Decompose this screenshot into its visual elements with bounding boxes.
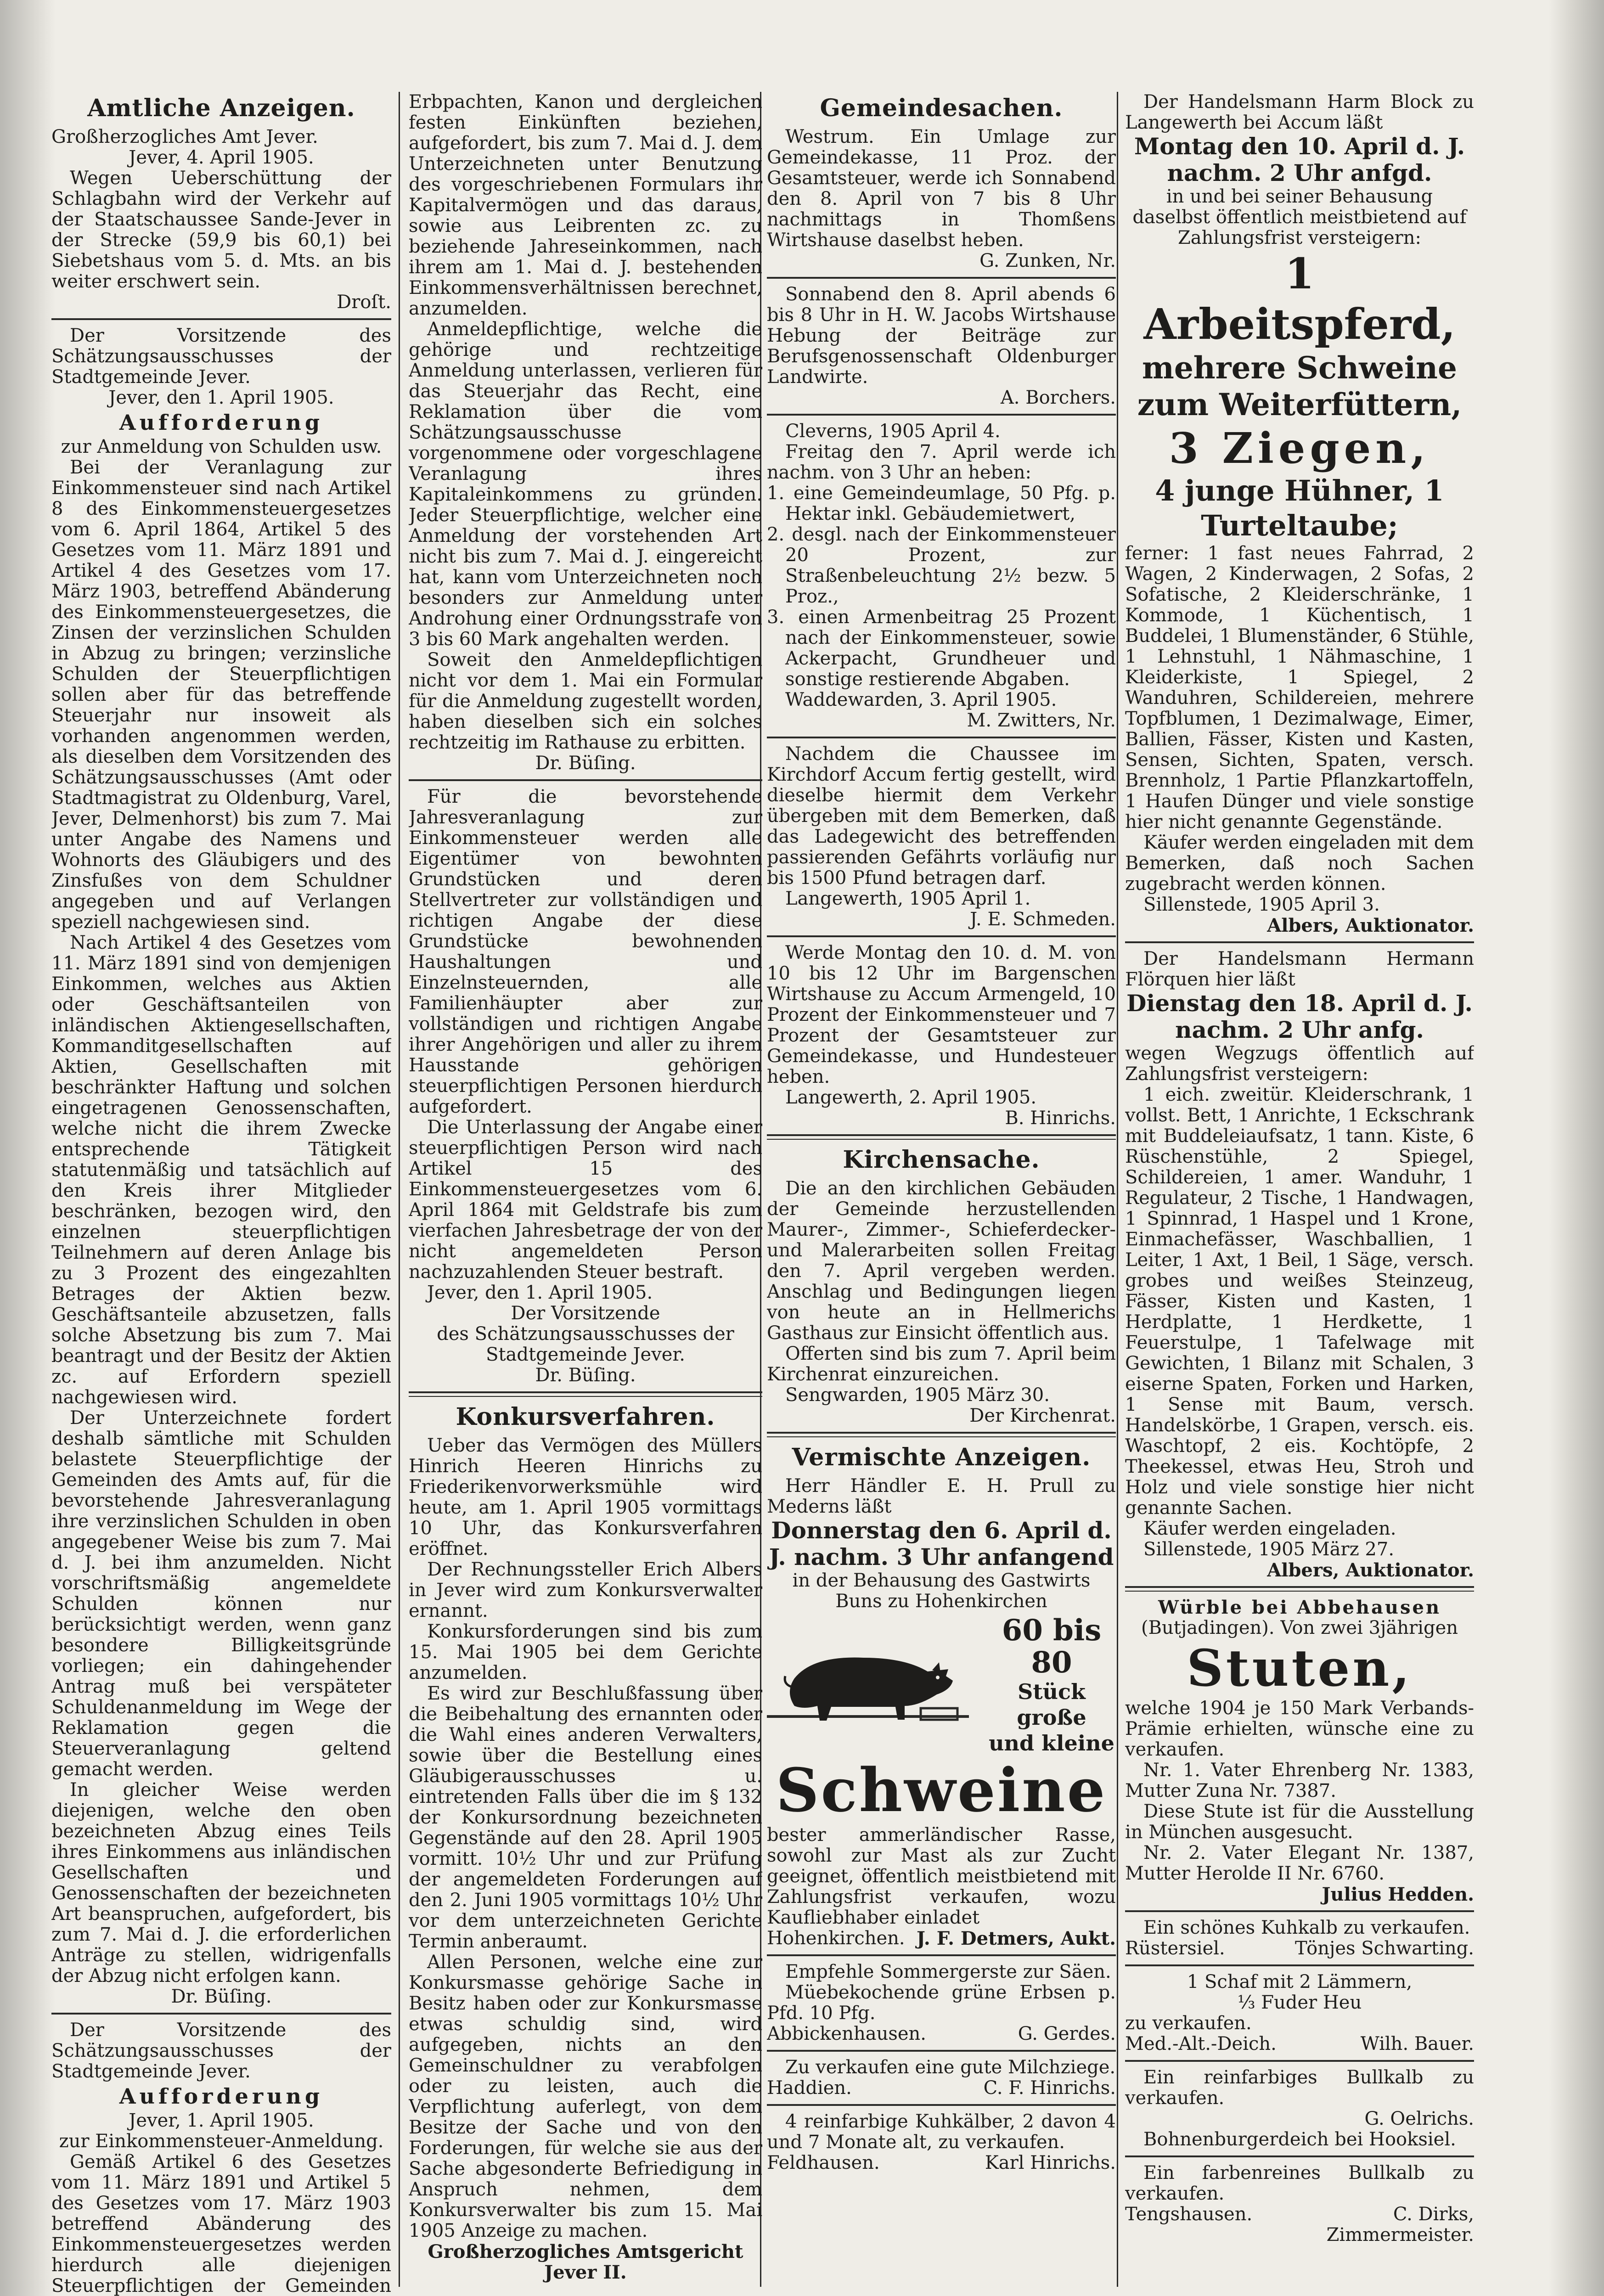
notice-text: wegen Wegzugs öffentlich auf Zahlungsfrist versteigern: [1125, 1043, 1474, 1085]
notice-signature: J. E. Schmeden. [970, 909, 1116, 930]
pig-size: und kleine [989, 1731, 1114, 1756]
separator [767, 1954, 1116, 1956]
notice-date: Langewerth, 1905 April 1. [785, 888, 1031, 909]
notice-text: Ein reinfarbiges Bullkalb zu verkaufen. [1125, 2067, 1474, 2109]
notice-text: Soweit den Anmeldepflichtigen nicht vor dem 1. Mai ein Formular für die Anmeldung zugestellt worden, haben dieselben sich ein solches rechtzeitig im Rathause zu erbitten. [409, 649, 762, 753]
signature-row [767, 2153, 1116, 2173]
notice-text: Offerten sind bis zum 7. April beim Kirchenrat einzureichen. [767, 1343, 1116, 1385]
column-1 [51, 92, 391, 2296]
auction-date: Montag den 10. April d. J. nachm. 2 Uhr anfgd. [1134, 133, 1465, 186]
notice-text: Werde Montag den 10. d. M. von 10 bis 12 Uhr im Bargenschen Wirtshause zu Accum Armengeld, 10 Prozent der Einkommensteuer und 7 Prozent der Gesamtsteuer zur Gemeindekasse, und Hundesteuer heben. [767, 942, 1116, 1087]
section-heading: Amtliche Anzeigen. [87, 94, 355, 122]
notice-text: Nach Artikel 4 des Gesetzes vom 11. März 1891 sind von demjenigen Einkommen, welches aus Aktien oder Geschäftsanteilen von inländischen Aktiengesellschaften, Kommanditgesellschaften auf Aktien, Gesellschaften mit beschränkter Haftung und solchen eingetragenen Genossenschaften, welche nicht die ihrem Zwecke entsprechende Tätigkeit statutenmäßig und tatsächlich auf den Kreis ihrer Mitglieder beschränken, bezogen wird, den einzelnen steuerpflichtigen Teilnehmern auf deren Anlage bis zu 3 Prozent des eingezahlten Betrages der Aktien bezw. Geschäftsanteile abzusetzen, falls solche Absetzung bis zum 7. Mai beantragt und der Besitz der Aktien zc. auf Erfordern speziell nachgewiesen wird. [51, 932, 391, 1408]
notice-date: Jever, den 1. April 1905. [427, 1282, 653, 1303]
notice-signature: des Schätzungsausschusses der Stadtgemeinde Jever. [437, 1323, 734, 1365]
horse-headline: Stuten, [1187, 1638, 1413, 1698]
separator [51, 2013, 391, 2015]
notice-place: Tengshausen. [1125, 2204, 1253, 2225]
notice-text: Nr. 2. Vater Elegant Nr. 1387, Mutter Herolde II Nr. 6760. [1125, 1842, 1474, 1884]
notice-signature: Albers, Auktionator. [1267, 1559, 1474, 1581]
notice-signature: Julius Hedden. [1322, 1884, 1474, 1905]
notice-text: In gleicher Weise werden diejenigen, welche den oben bezeichneten Abzug eines Teils ihres Einkommens aus inländischen Gesellschaften und Genossenschaften der bezeichneten Art beanspruchen, aufgefordert, bis zum 7. Mai d. J. die erforderlichen Anträge zu stellen, widrigenfalls der Abzug nicht erfolgen kann. [51, 1779, 391, 1986]
notice-place: Feldhausen. [767, 2152, 880, 2173]
notice-signature: Karl Hinrichs. [985, 2152, 1116, 2173]
separator [767, 2104, 1116, 2106]
separator [409, 1391, 762, 1397]
auction-date: Dienstag den 18. April d. J. nachm. 2 Uhr anfg. [1126, 990, 1473, 1043]
notice-text: ferner: 1 fast neues Fahrrad, 2 Wagen, 2 Kinderwagen, 2 Sofas, 2 Sofatische, 2 Kleiderschränke, 1 Kommode, 1 Küchentisch, 1 Buddelei, 1 Blumenständer, 6 Stühle, 1 Lehnstuhl, 1 Nähmaschine, 1 Kleiderkiste, 1 Spiegel, 2 Wanduhren, Schildereien, mehrere Topfblumen, 1 Dezimalwage, Eimer, Ballien, Fässer, Kisten und Kasten, Sensen, Sichten, Spaten, versch. Brennholz, 1 Partie Pflanzkartoffeln, 1 Haufen Dünger und viele sonstige hier nicht genannte Gegenstände. [1125, 543, 1474, 833]
notice-place: Abbickenhausen. [767, 2023, 927, 2044]
notice-signature: G. Oelrichs. [1364, 2108, 1474, 2129]
notice-text: Der Handelsmann Hermann Flörquen hier läßt [1125, 948, 1474, 990]
list-item: 2. desgl. nach der Einkommensteuer 20 Prozent, zur Straßenbeleuchtung 2½ bezw. 5 Proz., [767, 524, 1116, 607]
notice-text: Ein schönes Kuhkalb zu verkaufen. [1143, 1917, 1470, 1938]
notice-signature: A. Borchers. [1000, 387, 1116, 408]
notice-title: Aufforderung [119, 410, 324, 435]
notice-text: Anmeldepflichtige, welche die gehörige und rechtzeitige Anmeldung unterlassen, verlieren für das Steuerjahr das Recht, eine Reklamation über die vom Schätzungsausschusse vorgenommene oder vorgeschlagene Veranlagung ihres Kapitaleinkommens zu gründen. Jeder Steuerpflichtige, welcher eine Anmeldung der vorstehenden Art nicht bis zum 7. Mai d. J. eingereicht hat, kann vom Unterzeichneten noch besonders zur Anmeldung unter Androhung einer Ordnungsstrafe von 3 bis 60 Mark angehalten werden. [409, 319, 762, 650]
notice-text: Käufer werden eingeladen. [1143, 1518, 1396, 1539]
notice-text: Konkursforderungen sind bis zum 15. Mai 1905 bei dem Gerichte anzumelden. [409, 1621, 762, 1683]
column-2 [409, 92, 762, 2296]
notice-text: Es wird zur Beschlußfassung über die Beibehaltung des ernannten oder die Wahl eines anderen Verwalters, sowie über die Bestellung eines Gläubigerausschusses u. eintretenden Falls über die im § 132 der Konkursordnung bezeichneten Gegenstände auf den 28. April 1905 vormitt. 10½ Uhr und zur Prüfung der angemeldeten Forderungen auf den 2. Juni 1905 vormittags 10½ Uhr vor dem unterzeichneten Gerichte Termin anberaumt. [409, 1683, 762, 1952]
notice-signature: J. F. Detmers, Aukt. [917, 1928, 1116, 1949]
notice-signature: Wilh. Bauer. [1360, 2033, 1474, 2054]
notice-text: Empfehle Sommergerste zur Säen. [785, 1961, 1111, 1982]
notice-text: Nachdem die Chaussee im Kirchdorf Accum fertig gestellt, wird dieselbe hiermit dem Verkehr übergeben mit dem Bemerken, daß das Ladegewicht des betreffenden passierenden Gefährts vorläufig nur bis 1500 Pfund betragen darf. [767, 743, 1116, 889]
separator [1125, 1910, 1474, 1912]
notice-authority: Der Vorsitzende des Schätzungsausschusses der Stadtgemeinde Jever. [51, 325, 391, 388]
notice-text: Gemäß Artikel 6 des Gesetzes vom 11. März 1891 und Artikel 5 des Gesetzes vom 17. März 1903 betreffend Abänderung des Einkommensteuergesetzes werden hierdurch alle diejenigen Steuerpflichtigen der Gemeinden [51, 2151, 391, 2296]
notice-text: Diese Stute ist für die Ausstellung in München ausgesucht. [1125, 1801, 1474, 1843]
notice-text: ⅓ Fuder Heu [1237, 1992, 1362, 2013]
signature-row [1125, 2204, 1474, 2225]
notice-signature: B. Hinrichs. [1005, 1108, 1116, 1129]
notice-text: in der Behausung des Gastwirts Buns zu Hohenkirchen [792, 1570, 1091, 1612]
notice-place: Haddien. [767, 2077, 852, 2099]
separator [767, 2050, 1116, 2052]
notice-place: Bohnenburgerdeich bei Hooksiel. [1143, 2129, 1456, 2150]
notice-text: 1 eich. zweitür. Kleiderschrank, 1 vollst. Bett, 1 Anrichte, 1 Eckschrank mit Buddeleiaufsatz, 1 tann. Kiste, 6 Rüschenstühle, 2 Spiegel, Schildereien, 1 amer. Wanduhr, 1 Regulateur, 2 Tische, 1 Handwagen, 1 Spinnrad, 1 Haspel und 1 Krone, Einmachefässer, Waschballien, 1 Leiter, 1 Axt, 1 Beil, 1 Säge, versch. grobes und weißes Steinzeug, Fässer, Kisten und Kasten, 1 Herdplatte, 1 Herdkette, 1 Feuerstulpe, 1 Tafelwage mit Gewichten, 1 Bilanz mit Schalen, 3 eiserne Spaten, Forken und Harken, 1 Sense mit Baum, versch. Handelskörbe, 1 Grapen, versch. eis. Waschtopf, 2 eis. Kochtöpfe, 2 Theekessel, etwas Heu, Stroh und Holz und viele sonstige hier nicht genannte Sachen. [1125, 1084, 1474, 1519]
notice-place: Med.-Alt.-Deich. [1125, 2033, 1277, 2054]
column-4 [1125, 92, 1474, 2296]
notice-date: Sengwarden, 1905 März 30. [785, 1384, 1050, 1406]
signature-row [767, 2024, 1116, 2044]
notice-subtitle: zur Einkommensteuer-Anmeldung. [59, 2131, 384, 2152]
auction-item-headline: 3 Ziegen, [1169, 423, 1430, 473]
notice-text: Bei der Veranlagung zur Einkommensteuer sind nach Artikel 8 des Einkommensteuergesetzes vom 6. April 1864, Artikel 5 des Gesetzes vom 11. März 1891 und Artikel 4 des Gesetzes vom 17. März 1903, betreffend Abänderung des Einkommensteuergesetzes, die Zinsen der verzinslichen Schulden in Abzug zu bringen; verzinsliche Schulden der Steuerpflichtigen sollen aber für das betreffende Steuerjahr nur insoweit als vorhanden angenommen werden, als dieselben dem Vorsitzenden des Schätzungsausschusses (Amt oder Stadtmagistrat zu Oldenburg, Varel, Jever, Delmenhorst) bis zum 7. Mai unter Angabe des Namens und Wohnorts des Gläubigers und des Zinsfußes von dem Schuldner angegeben und auf Verlangen speziell nachgewiesen sind. [51, 457, 391, 933]
separator [767, 277, 1116, 279]
separator [1125, 941, 1474, 943]
notice-signature: M. Zwitters, Nr. [967, 710, 1116, 731]
column-3 [767, 92, 1116, 2296]
notice-text: zu verkaufen. [1125, 2013, 1252, 2034]
section-heading: Kirchensache. [843, 1146, 1040, 1174]
notice-signature: Dr. Büſing. [171, 1986, 272, 2007]
notice-text: Der Unterzeichnete fordert deshalb sämtliche mit Schulden belastete Steuerpflichtige der Gemeinden des Amts auf, für die bevorstehende Jahresveranlagung ihre verzinslichen Schulden in oben angegebener Weise bis zum 7. Mai d. J. bei ihm anzumelden. Nicht vorschriftsmäßig angemeldete Schulden können nur berücksichtigt werden, wenn ganz besondere Billigkeitsgründe vorliegen; ein dahingehender Antrag muß bei verspäteter Schuldenanmeldung im Wege der Reklamation gegen die Steuerveranlagung geltend gemacht werden. [51, 1407, 391, 1780]
notice-place: Würble bei Abbehausen [1158, 1597, 1441, 1618]
notice-title: Aufforderung [119, 2084, 324, 2109]
separator [1125, 2155, 1474, 2157]
signature-row [767, 1928, 1116, 1949]
notice-text: Ein farbenreines Bullkalb zu verkaufen. [1125, 2162, 1474, 2204]
notice-signature: Zimmermeister. [1326, 2224, 1474, 2245]
notice-text: Nr. 1. Vater Ehrenberg Nr. 1383, Mutter Zuna Nr. 7387. [1125, 1760, 1474, 1801]
notice-text: Westrum. Ein Umlage zur Gemeindekasse, 11 Proz. der Gesamtsteuer, werde ich Sonnabend den 8. April von 7 bis 8 Uhr nachmittags in Thomßens Wirtshause daselbst heben. [767, 126, 1116, 251]
notice-text: Die Unterlassung der Angabe einer steuerpflichtigen Person wird nach Artikel 15 des Einkommensteuergesetzes vom 6. April 1864 mit Geldstrafe bis zum vierfachen Jahresbetrage der von der nicht angemeldeten Person nachzuzahlenden Steuer bestraft. [409, 1117, 762, 1283]
pig-advert [767, 1615, 1116, 1756]
separator [767, 1134, 1116, 1140]
notice-text: 1 Schaf mit 2 Lämmern, [1187, 1971, 1413, 1992]
notice-authority: Der Vorsitzende des Schätzungsausschusses der Stadtgemeinde Jever. [51, 2020, 391, 2082]
pig-icon [767, 1637, 969, 1733]
notice-text: Herr Händler E. H. Prull zu Mederns läßt [767, 1475, 1116, 1517]
notice-text: 4 reinfarbige Kuhkälber, 2 davon 4 und 7 Monate alt, zu verkaufen. [767, 2111, 1116, 2153]
notice-text: Ueber das Vermögen des Müllers Hinrich Heeren Hinrichs zu Friederikenvorwerksmühle wird heute, am 1. April 1905 vormittags 10 Uhr, das Konkursverfahren eröffnet. [409, 1435, 762, 1559]
separator [767, 1432, 1116, 1437]
notice-text: welche 1904 je 150 Mark Verbands-Prämie erhielten, wünsche eine zu verkaufen. [1125, 1698, 1474, 1760]
notice-signature: Großherzogliches Amtsgericht Jever II. [428, 2241, 743, 2283]
notice-text: Erbpachten, Kanon und dergleichen festen Einkünften beziehen, aufgefordert, bis zum 7. Mai d. J. dem Unterzeichneten unter Benutzung des vorgeschriebenen Formulars ihr Kapitalvermögen und das daraus, sowie aus Leibrenten zc. zu beziehende Jahreseinkommen, nach ihrem am 1. Mai d. J. bestehenden Einkommensverhältnissen berechnet, anzumelden. [409, 92, 762, 319]
section-heading: Konkursverfahren. [456, 1403, 715, 1431]
notice-text: Allen Personen, welche eine zur Konkursmasse gehörige Sache in Besitz haben oder zur Konkursmasse etwas schuldig sind, wird aufgegeben, nichts an den Gemeinschuldner zu verabfolgen oder zu leisten, auch die Verpflichtung auferlegt, von dem Besitze der Sache und von den Forderungen, für welche sie aus der Sache abgesonderte Befriedigung in Anspruch nehmen, dem Konkursverwalter bis zum 15. Mai 1905 Anzeige zu machen. [409, 1952, 762, 2241]
notice-signature: Albers, Auktionator. [1267, 915, 1474, 936]
notice-signature: Der Vorsitzende [511, 1303, 660, 1324]
notice-text: Käufer werden eingeladen mit dem Bemerken, daß noch Sachen zugebracht werden können. [1125, 832, 1474, 895]
notice-signature: G. Zunken, Nr. [979, 250, 1116, 271]
notice-signature: Droſt. [337, 292, 391, 313]
notice-subtitle: zur Anmeldung von Schulden usw. [61, 436, 382, 457]
section-heading: Gemeindesachen. [820, 94, 1063, 122]
pig-size: Stück große [1017, 1679, 1086, 1730]
notice-date: Jever, 4. April 1905. [129, 147, 314, 168]
auction-item-headline: mehrere Schweine zum Weiterfüttern, [1137, 350, 1462, 422]
notice-text: Der Handelsmann Harm Block zu Langewerth bei Accum läßt [1125, 92, 1474, 133]
column-rule [1117, 92, 1118, 2287]
page-right-edge [1549, 0, 1604, 2296]
notice-text: Freitag den 7. April werde ich nachm. von 3 Uhr an heben: [767, 441, 1116, 483]
column-rule [399, 92, 400, 2287]
separator [767, 935, 1116, 937]
notice-authority: Großherzogliches Amt Jever. [51, 126, 318, 147]
notice-signature: Tönjes Schwarting. [1294, 1938, 1474, 1959]
notice-signature: G. Gerdes. [1018, 2023, 1116, 2044]
notice-text: Die an den kirchlichen Gebäuden der Gemeinde herzustellenden Maurer-, Zimmer-, Schieferdecker- und Malerarbeiten sollen Freitag den 7. April vergeben werden. Anschlag und Bedingungen liegen von heute an in Hellmerichs Gasthaus zur Einsicht öffentlich aus. [767, 1178, 1116, 1344]
separator [767, 737, 1116, 738]
pig-headline: Schweine [776, 1755, 1107, 1825]
auction-date: Donnerstag den 6. April d. J. nachm. 3 Uhr anfangend [769, 1517, 1114, 1570]
section-heading: Vermischte Anzeigen. [792, 1443, 1091, 1471]
auction-item-headline: 4 junge Hühner, 1 Turteltaube; [1155, 474, 1444, 542]
signature-row [1125, 2034, 1474, 2054]
separator [1125, 1586, 1474, 1592]
notice-text: Wegen Ueberschüttung der Schlagbahn wird der Verkehr auf der Staatschaussee Sande-Jever in der Strecke (59,9 bis 60,1) bei Siebetshaus vom 5. d. Mts. an bis weiter erschwert sein. [51, 168, 391, 292]
notice-text: Zu verkaufen eine gute Milchziege. [785, 2057, 1116, 2078]
notice-signature: Dr. Büſing. [535, 753, 636, 774]
notice-signature: Dr. Büſing. [535, 1365, 636, 1386]
notice-text: (Butjadingen). Von zwei 3jährigen [1141, 1617, 1458, 1638]
notice-signature: C. F. Hinrichs. [983, 2077, 1116, 2099]
separator [51, 318, 391, 320]
list-item: 1. eine Gemeindeumlage, 50 Pfg. p. Hektar inkl. Gebäudemietwert, [767, 483, 1116, 524]
notice-date: Sillenstede, 1905 April 3. [1143, 894, 1380, 915]
notice-text: in und bei seiner Behausung daselbst öffentlich meistbietend auf Zahlungsfrist versteigern: [1132, 186, 1467, 248]
notice-signature: Der Kirchenrat. [969, 1405, 1116, 1426]
notice-text: Müebekochende grüne Erbsen p. Pfd. 10 Pfg. [767, 1982, 1116, 2024]
notice-text: Der Rechnungssteller Erich Albers in Jever wird zum Konkursverwalter ernannt. [409, 1559, 762, 1621]
separator [1125, 1964, 1474, 1966]
notice-signature: C. Dirks, [1393, 2204, 1474, 2225]
separator [767, 414, 1116, 416]
notice-text: Sonnabend den 8. April abends 6 bis 8 Uhr in H. W. Jacobs Wirtshause Hebung der Beiträge zur Berufsgenossenschaft Oldenburger Landwirte. [767, 284, 1116, 388]
notice-text: Für die bevorstehende Jahresveranlagung zur Einkommensteuer werden alle Eigentümer von bewohnten Grundstücken und deren Stellvertreter zur vollständigen und richtigen Angabe der diese Grundstücke bewohnenden Haushaltungen und Einzelnsteuernden, alle Familienhäupter aber zur vollständigen und richtigen Angabe ihrer Angehörigen und aller zu ihrem Hausstande gehörigen steuerpflichtigen Personen hierdurch aufgefordert. [409, 786, 762, 1117]
signature-row [1125, 1938, 1474, 1959]
separator [1125, 2060, 1474, 2062]
notice-date: Jever, 1. April 1905. [129, 2110, 314, 2131]
auction-item-headline: 1 Arbeitspferd, [1143, 249, 1456, 349]
notice-place: Rüstersiel. [1125, 1938, 1225, 1959]
notice-text: bester ammerländischer Rasse, sowohl zur Mast als zur Zucht geeignet, öffentlich meistbietend mit Zahlungsfrist verkaufen, wozu Kaufliebhaber einladet [767, 1824, 1116, 1928]
notice-date: Sillenstede, 1905 März 27. [1143, 1539, 1395, 1560]
notice-date: Langewerth, 2. April 1905. [785, 1087, 1037, 1108]
notice-place: Hohenkirchen. [767, 1928, 905, 1949]
page-left-edge [0, 0, 55, 2296]
list-item: 3. einen Armenbeitrag 25 Prozent nach der Einkommensteuer, sowie Ackerpacht, Grundheuer und sonstige restierende Abgaben. [767, 607, 1116, 690]
notice-date: Waddewarden, 3. April 1905. [785, 689, 1057, 710]
signature-row [767, 2078, 1116, 2099]
pig-count: 60 bis 80 [1002, 1613, 1102, 1680]
notice-date: Cleverns, 1905 April 4. [785, 421, 1001, 442]
separator [409, 779, 762, 781]
notice-date: Jever, den 1. April 1905. [108, 387, 334, 408]
